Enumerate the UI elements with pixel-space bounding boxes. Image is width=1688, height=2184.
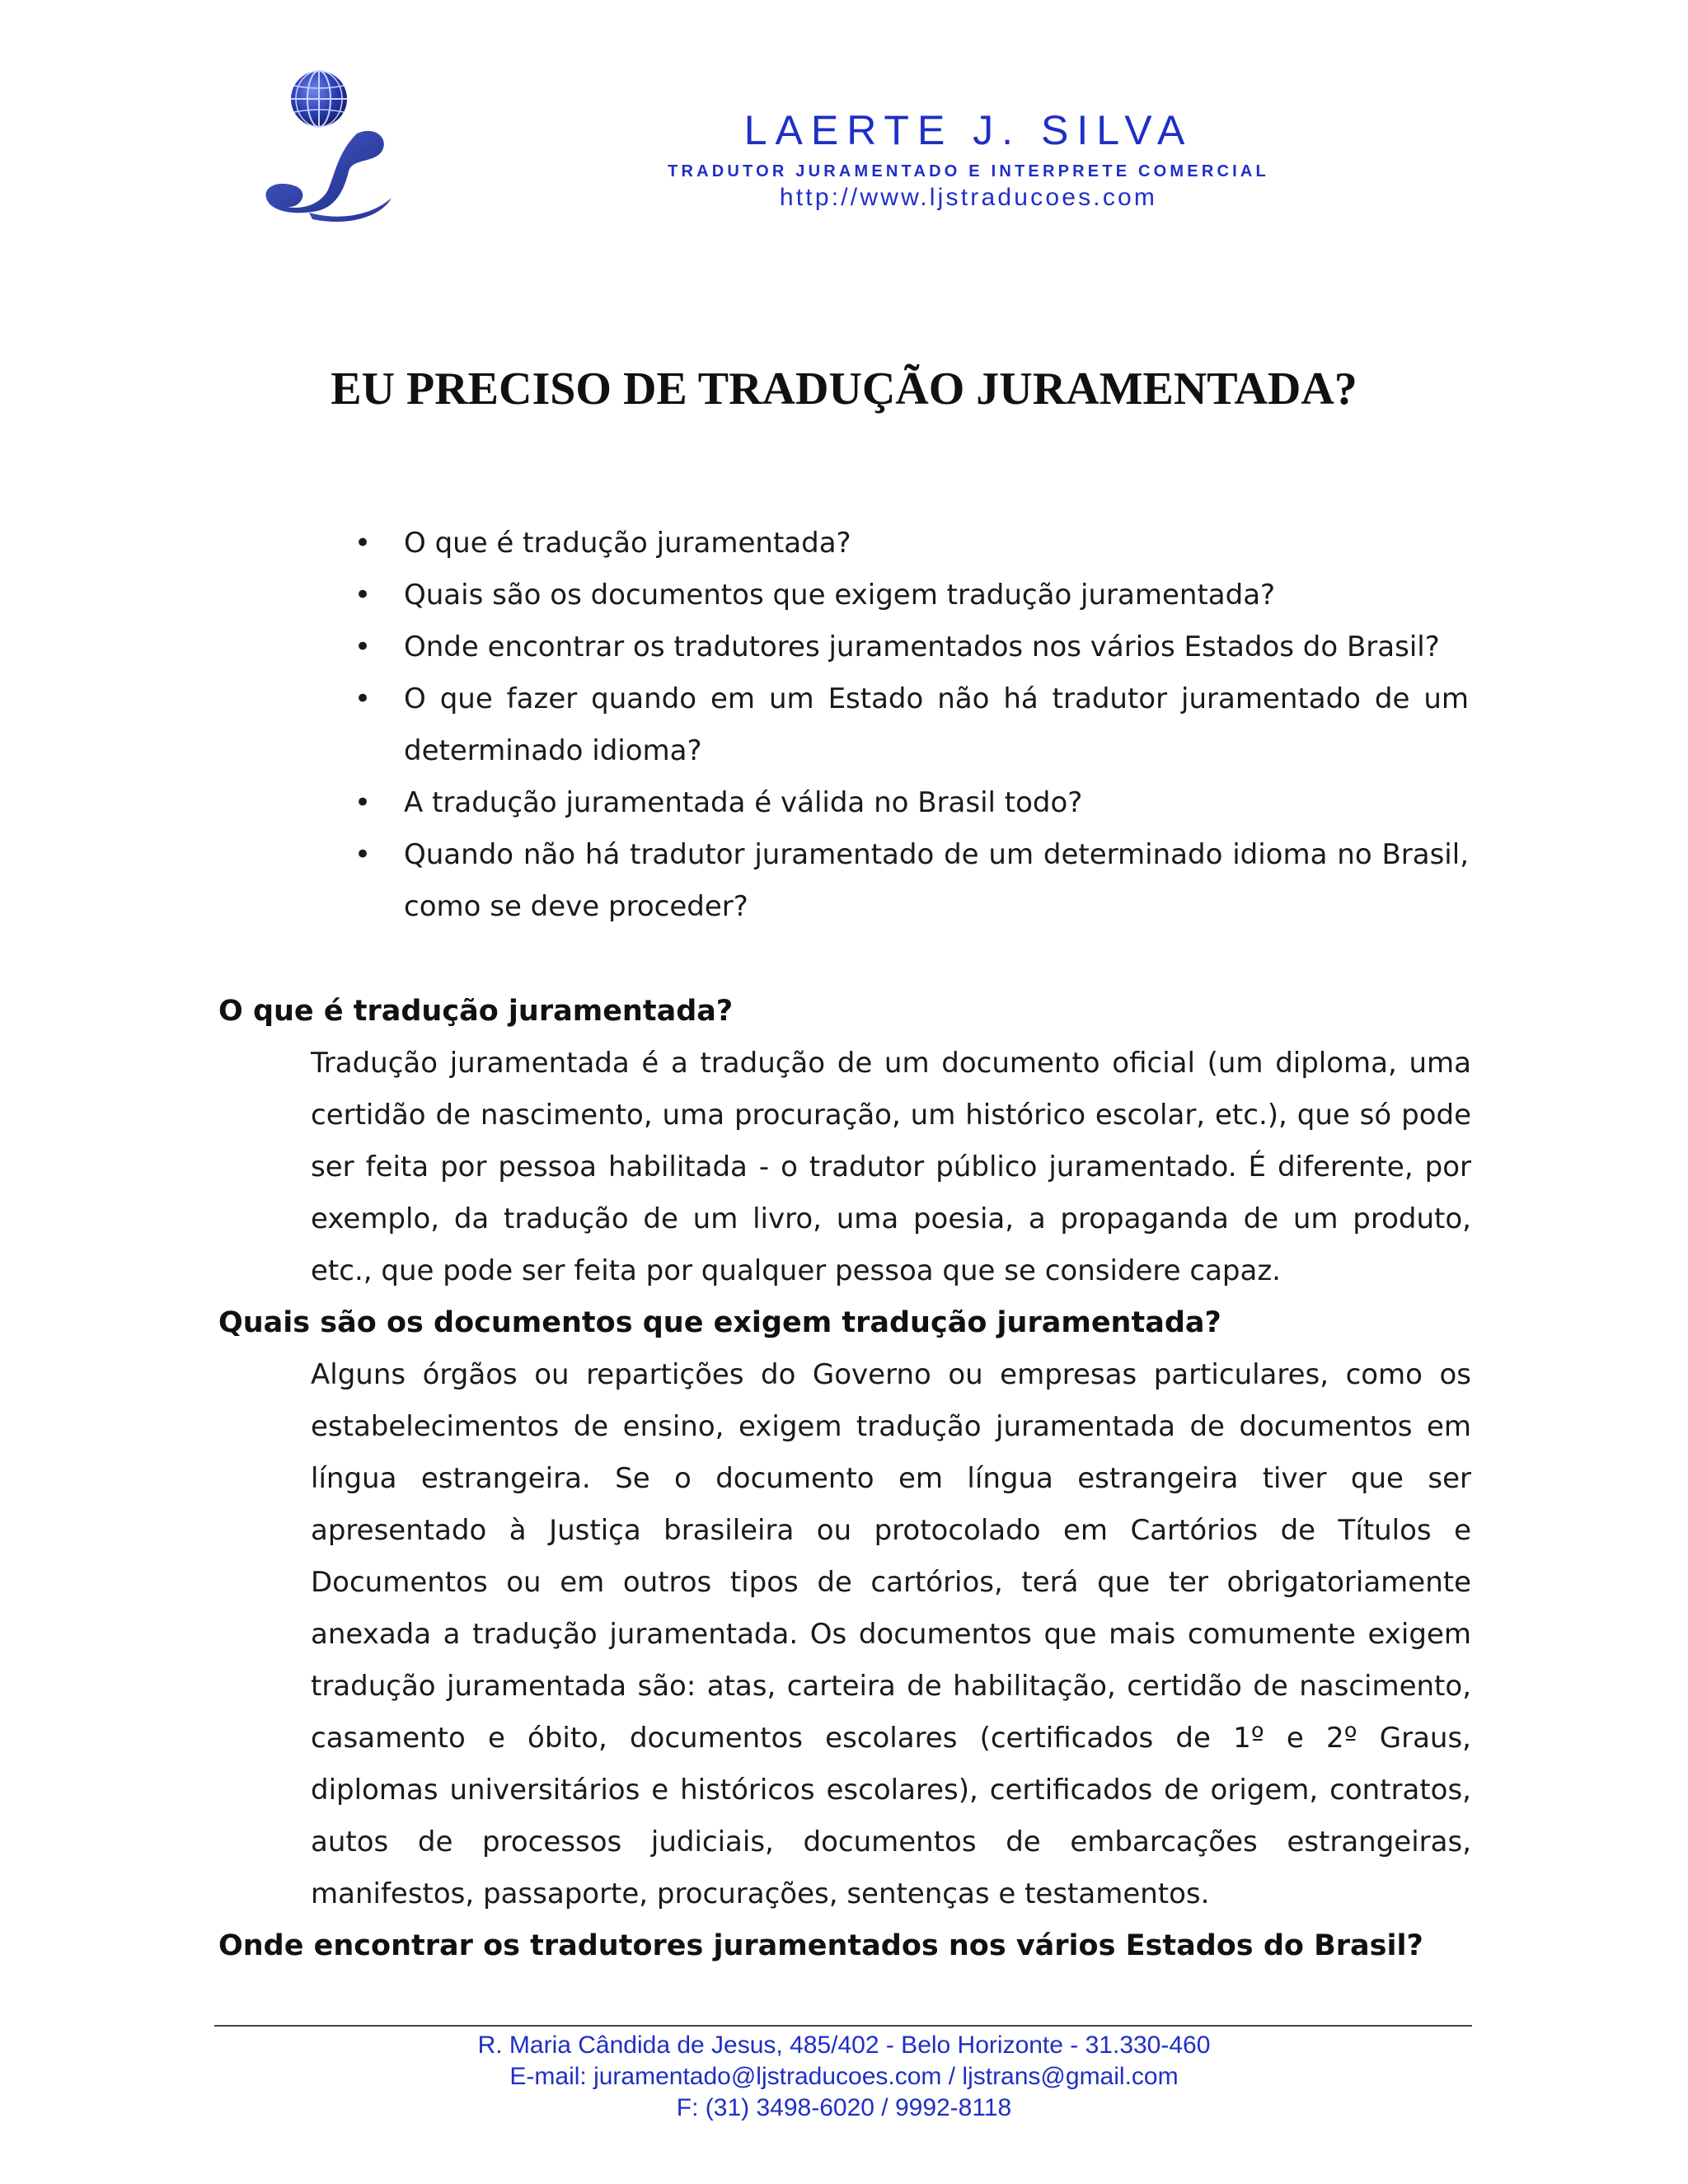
list-item: • Onde encontrar os tradutores juramentados nos vários Estados do Brasil?: [354, 621, 1469, 673]
section-heading: Onde encontrar os tradutores juramentados nos vários Estados do Brasil?: [218, 1929, 1423, 1962]
brand-name: LAERTE J. SILVA: [743, 107, 1193, 153]
section-body: Alguns órgãos ou repartições do Governo ou empresas particulares, como os estabelecimentos de ensino, exigem tradução juramentada de documentos em língua estrangeira. Se o documento em língua estrangeira tiver que ser apresentado à Justiça brasileira ou protocolado em Cartórios de Títulos e Documentos ou em outros tipos de cartórios, terá que ter obrigatoriamente anexada a tradução juramentada. Os documentos que mais comumente exigem tradução juramentada são: atas, carteira de habilitação, certidão de nascimento, casamento e óbito, documentos escolares (certificados de 1º e 2º Graus, diplomas universitários e históricos escolares), certificados de origem, contratos, autos de processos judiciais, documentos de embarcações estrangeiras, manifestos, passaporte, procurações, sentenças e testamentos.: [311, 1358, 1471, 1910]
website-link[interactable]: http://www.ljstraducoes.com: [779, 184, 1158, 211]
list-item: • O que fazer quando em um Estado não há tradutor juramentado de um determinado idioma?: [354, 673, 1469, 777]
list-item: • Quais são os documentos que exigem tradução juramentada?: [354, 569, 1469, 621]
footer-email[interactable]: E-mail: juramentado@ljstraducoes.com / ljstrans@gmail.com: [509, 2063, 1179, 2090]
footer: [0, 2030, 1688, 2124]
question-list: [354, 518, 1469, 933]
list-item: • O que é tradução juramentada?: [354, 518, 1469, 569]
list-item: • Quando não há tradutor juramentado de um determinado idioma no Brasil, como se deve proceder?: [354, 829, 1469, 933]
footer-address: R. Maria Cândida de Jesus, 485/402 - Belo Horizonte - 31.330-460: [477, 2032, 1211, 2059]
globe-and-letter-l-logo-icon: [260, 66, 400, 231]
section-heading: Quais são os documentos que exigem tradução juramentada?: [218, 1306, 1221, 1339]
footer-divider: [214, 2025, 1472, 2027]
document-title: EU PRECISO DE TRADUÇÃO JURAMENTADA?: [331, 363, 1357, 415]
section-heading: O que é tradução juramentada?: [218, 995, 734, 1028]
brand-tagline: TRADUTOR JURAMENTADO E INTERPRETE COMERCIAL: [668, 162, 1269, 180]
footer-phone: F: (31) 3498-6020 / 9992-8118: [676, 2094, 1012, 2121]
section-body: Tradução juramentada é a tradução de um documento oficial (um diploma, uma certidão de nascimento, uma procuração, um histórico escolar, etc.), que só pode ser feita por pessoa habilitada - o tradutor público juramentado. É diferente, por exemplo, da tradução de um livro, uma poesia, a propaganda de um produto, etc., que pode ser feita por qualquer pessoa que se considere capaz.: [311, 1047, 1471, 1287]
list-item: • A tradução juramentada é válida no Brasil todo?: [354, 777, 1469, 829]
faq-sections: [218, 986, 1471, 1972]
letterhead: [577, 105, 1360, 213]
